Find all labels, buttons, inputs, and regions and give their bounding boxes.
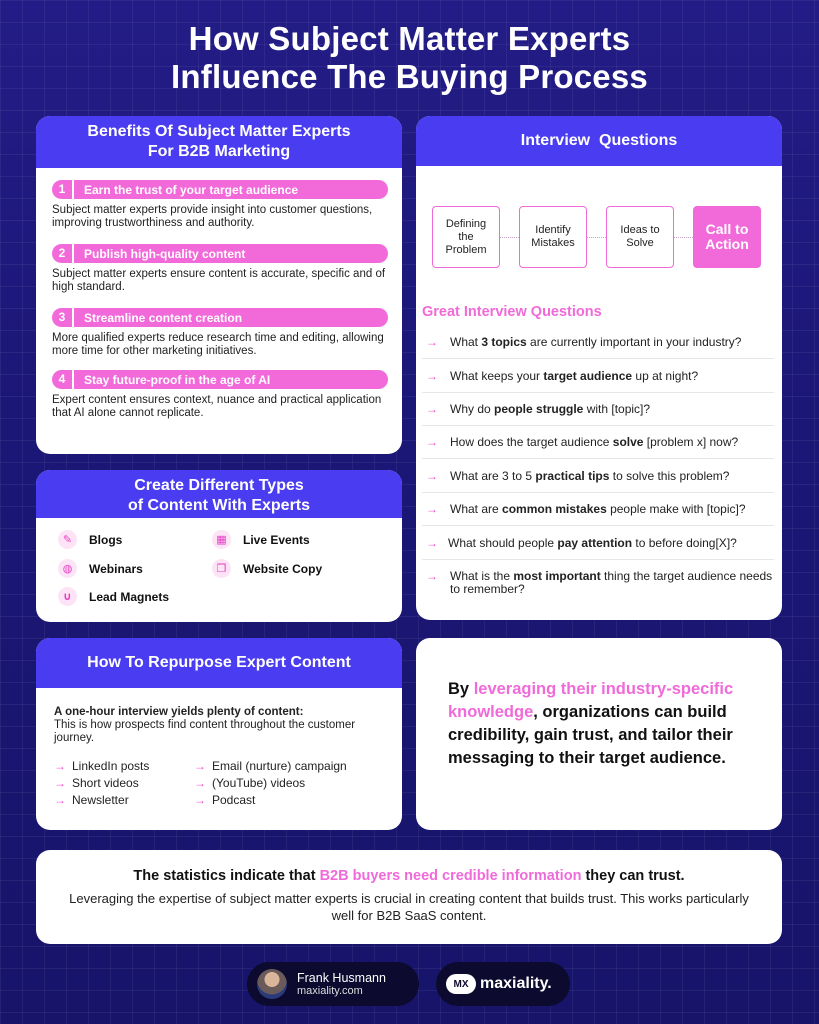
content-type-lead-magnets bbox=[58, 587, 169, 606]
repurpose-intro bbox=[54, 706, 384, 745]
question-emphasis: 3 topics bbox=[481, 335, 527, 349]
repurpose-intro-bold: A one-hour interview yields plenty of content: bbox=[54, 706, 304, 718]
repurpose-list-left bbox=[54, 758, 149, 809]
question-emphasis: common mistakes bbox=[502, 502, 607, 516]
quote-highlight: leveraging their industry-specific knowledge bbox=[448, 680, 734, 721]
arrow-right-icon: → bbox=[426, 435, 438, 449]
author-name: Frank Husmann bbox=[297, 970, 386, 985]
step-connector bbox=[500, 237, 519, 238]
statistics-headline bbox=[36, 868, 782, 884]
content-types-heading bbox=[36, 470, 402, 518]
question-item bbox=[416, 403, 782, 416]
step-connector bbox=[587, 237, 606, 238]
arrow-right-icon: → bbox=[54, 793, 66, 807]
question-text: people make with [topic]? bbox=[606, 502, 746, 516]
question-text: What are bbox=[450, 502, 503, 516]
question-text: What are 3 to 5 bbox=[450, 469, 536, 483]
question-item bbox=[416, 537, 782, 550]
list-item bbox=[194, 758, 347, 775]
quote-text bbox=[448, 678, 768, 770]
divider bbox=[422, 425, 774, 426]
arrow-right-icon: → bbox=[426, 469, 438, 483]
repurpose-heading: How To Repurpose Expert Content bbox=[36, 638, 402, 688]
globe-icon: ◍ bbox=[58, 559, 77, 578]
list-item-label: LinkedIn posts bbox=[72, 759, 150, 773]
divider bbox=[422, 525, 774, 526]
question-text: up at night? bbox=[632, 369, 699, 383]
content-type-label: Blogs bbox=[89, 532, 123, 547]
arrow-right-icon: → bbox=[426, 369, 438, 383]
list-item bbox=[54, 758, 149, 775]
list-item-label: Short videos bbox=[72, 776, 139, 790]
interview-heading: Interview Questions bbox=[416, 116, 782, 166]
pen-icon: ✎ bbox=[58, 530, 77, 549]
content-type-label: Live Events bbox=[243, 532, 310, 547]
question-text: with [topic]? bbox=[583, 402, 651, 416]
question-text: to solve this problem? bbox=[609, 469, 730, 483]
question-item bbox=[416, 503, 782, 516]
statistics-body: Leveraging the expertise of subject matter experts is crucial in creating content that builds trust. This works particularly well for B2B SaaS content. bbox=[69, 891, 749, 923]
question-emphasis: solve bbox=[612, 435, 644, 449]
title-line-1: How Subject Matter Experts bbox=[188, 20, 631, 57]
arrow-right-icon: → bbox=[54, 776, 66, 790]
content-type-label: Website Copy bbox=[243, 561, 323, 576]
benefit-title: Publish high-quality content bbox=[84, 246, 246, 261]
benefit-number: 3 bbox=[52, 308, 74, 327]
question-text: What is the bbox=[450, 569, 514, 583]
benefits-heading-line-1: Benefits Of Subject Matter Experts bbox=[87, 123, 351, 140]
question-text: What keeps your bbox=[450, 369, 544, 383]
author-website: maxiality.com bbox=[297, 984, 363, 997]
arrow-right-icon: → bbox=[426, 335, 438, 349]
question-text: What should people bbox=[448, 536, 558, 550]
divider bbox=[422, 358, 774, 359]
step-identify-mistakes bbox=[519, 206, 587, 268]
content-type-website-copy bbox=[212, 559, 322, 578]
step-connector bbox=[674, 237, 693, 238]
question-emphasis: target audience bbox=[543, 369, 633, 383]
arrow-right-icon: → bbox=[194, 759, 206, 773]
benefit-pill bbox=[52, 370, 388, 389]
content-type-live-events bbox=[212, 530, 310, 549]
benefit-text: Expert content ensures context, nuance and practical application that AI alone cannot replicate. bbox=[52, 394, 382, 419]
question-emphasis: pay attention bbox=[557, 536, 633, 550]
question-text: are currently important in your industry? bbox=[526, 335, 742, 349]
arrow-right-icon: → bbox=[426, 402, 438, 416]
content-type-blogs bbox=[58, 530, 122, 549]
benefit-title: Earn the trust of your target audience bbox=[84, 182, 299, 197]
step-label: Defining the Problem bbox=[445, 217, 487, 256]
question-item bbox=[416, 436, 782, 449]
brand-mark-icon: MX bbox=[446, 974, 476, 994]
avatar bbox=[257, 969, 287, 999]
divider bbox=[422, 492, 774, 493]
list-item bbox=[194, 775, 347, 792]
benefit-item bbox=[36, 370, 402, 420]
arrow-right-icon: → bbox=[194, 776, 206, 790]
benefit-pill bbox=[52, 244, 388, 263]
question-item bbox=[416, 336, 782, 349]
arrow-right-icon: → bbox=[194, 793, 206, 807]
benefit-text: Subject matter experts provide insight into customer questions, improving trustworthiness and authority. bbox=[52, 204, 373, 229]
benefit-number: 2 bbox=[52, 244, 74, 263]
arrow-right-icon: → bbox=[54, 759, 66, 773]
repurpose-intro-text: This is how prospects find content throughout the customer journey. bbox=[54, 719, 356, 744]
step-ideas-to-solve bbox=[606, 206, 674, 268]
list-item-label: Email (nurture) campaign bbox=[212, 759, 347, 773]
brand-name: maxiality. bbox=[480, 975, 552, 992]
question-text: to before doing[X]? bbox=[632, 536, 737, 550]
question-emphasis: practical tips bbox=[535, 469, 610, 483]
content-types-heading-line-1: Create Different Types bbox=[134, 477, 304, 494]
list-item bbox=[54, 792, 149, 809]
page-title bbox=[0, 20, 819, 96]
benefit-pill bbox=[52, 180, 388, 199]
question-text: thing the target audience needs to remember? bbox=[450, 569, 773, 596]
question-text: [problem x] now? bbox=[643, 435, 739, 449]
benefit-number: 1 bbox=[52, 180, 74, 199]
step-label: Identify Mistakes bbox=[531, 224, 575, 249]
list-item-label: (YouTube) videos bbox=[212, 776, 306, 790]
repurpose-card bbox=[36, 638, 402, 830]
question-item bbox=[416, 470, 782, 483]
benefit-item bbox=[36, 244, 402, 294]
quote-text-start: By bbox=[448, 680, 474, 698]
benefit-item bbox=[36, 308, 402, 358]
divider bbox=[422, 559, 774, 560]
benefit-text: More qualified experts reduce research time and editing, allowing more time for other marketing initiatives. bbox=[52, 332, 384, 357]
step-label: Call to Action bbox=[705, 221, 749, 252]
calendar-icon: ▦ bbox=[212, 530, 231, 549]
content-types-card bbox=[36, 470, 402, 622]
benefit-title: Stay future-proof in the age of AI bbox=[84, 372, 271, 387]
content-types-heading-line-2: of Content With Experts bbox=[127, 497, 311, 514]
divider bbox=[422, 392, 774, 393]
benefits-heading-line-2: For B2B Marketing bbox=[147, 143, 291, 160]
list-item bbox=[54, 775, 149, 792]
title-line-2: Influence The Buying Process bbox=[171, 58, 648, 95]
arrow-right-icon: → bbox=[426, 569, 438, 583]
copy-icon: ❐ bbox=[212, 559, 231, 578]
content-type-webinars bbox=[58, 559, 143, 578]
content-type-label: Webinars bbox=[89, 561, 143, 576]
list-item-label: Newsletter bbox=[72, 793, 129, 807]
content-type-label: Lead Magnets bbox=[89, 589, 170, 604]
benefit-number: 4 bbox=[52, 370, 74, 389]
step-call-to-action bbox=[693, 206, 761, 268]
list-item-label: Podcast bbox=[212, 793, 256, 807]
list-item bbox=[194, 792, 347, 809]
benefits-heading bbox=[36, 116, 402, 168]
statistics-highlight: B2B buyers need credible information bbox=[319, 868, 582, 884]
question-item bbox=[416, 370, 782, 383]
question-item bbox=[416, 570, 782, 596]
benefit-pill bbox=[52, 308, 388, 327]
arrow-right-icon: → bbox=[426, 502, 438, 516]
step-defining-problem bbox=[432, 206, 500, 268]
benefit-item bbox=[36, 180, 402, 230]
statistics-text: The statistics indicate that bbox=[133, 868, 320, 884]
statistics-text: they can trust. bbox=[581, 868, 685, 884]
question-text: Why do bbox=[450, 402, 495, 416]
benefit-text: Subject matter experts ensure content is accurate, specific and of high standard. bbox=[52, 268, 386, 293]
question-emphasis: most important bbox=[513, 569, 601, 583]
statistics-card bbox=[36, 850, 782, 944]
repurpose-list-right bbox=[194, 758, 347, 809]
benefit-title: Streamline content creation bbox=[84, 310, 243, 325]
question-emphasis: people struggle bbox=[494, 402, 584, 416]
step-label: Ideas to Solve bbox=[620, 224, 660, 249]
quote-text-end: , organizations can build credibility, gain trust, and tailor their messaging to their target audience. bbox=[448, 703, 733, 767]
arrow-right-icon: → bbox=[426, 536, 438, 550]
quote-card bbox=[416, 638, 782, 830]
author-badge bbox=[247, 962, 419, 1006]
benefits-card bbox=[36, 116, 402, 454]
divider bbox=[422, 458, 774, 459]
questions-title: Great Interview Questions bbox=[422, 304, 602, 320]
question-text: What bbox=[450, 335, 482, 349]
brand-logo bbox=[436, 962, 570, 1006]
question-text: How does the target audience bbox=[450, 435, 613, 449]
magnet-icon: ∪ bbox=[58, 587, 77, 606]
